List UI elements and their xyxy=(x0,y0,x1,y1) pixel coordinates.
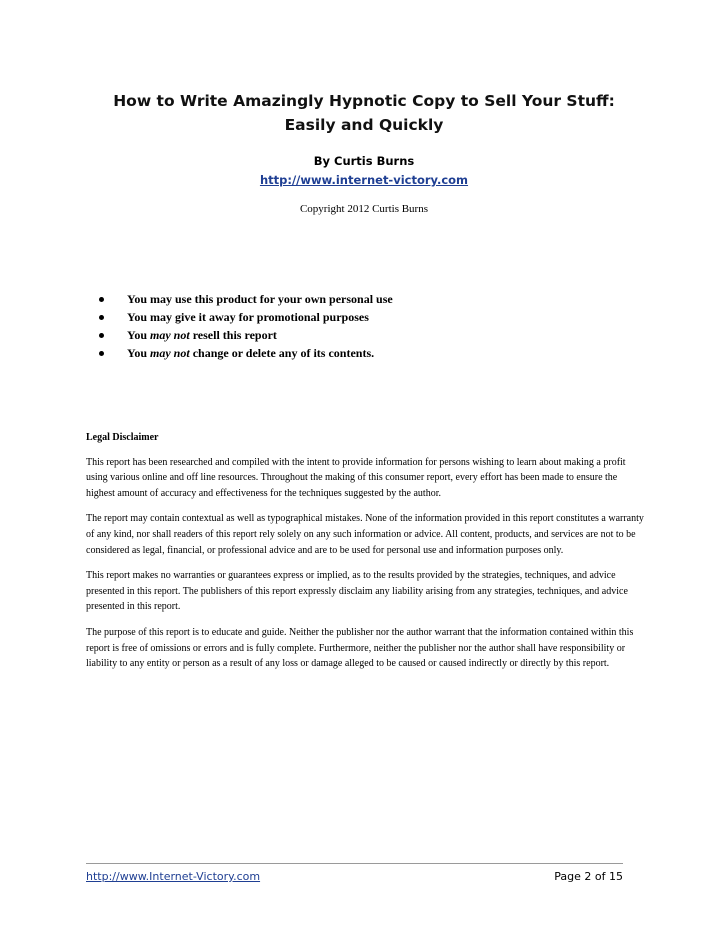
copyright-notice: Copyright 2012 Curtis Burns xyxy=(299,203,429,215)
bullet-icon xyxy=(99,315,104,320)
bullet-icon xyxy=(99,297,104,302)
byline xyxy=(80,152,648,190)
list-item: You may not change or delete any of its contents. xyxy=(99,344,393,362)
footer-link[interactable]: http://www.Internet-Victory.com xyxy=(86,870,261,883)
bullet-icon xyxy=(99,333,104,338)
page-number: Page 2 of 15 xyxy=(554,870,623,883)
usage-rules-list xyxy=(99,290,393,362)
disclaimer-paragraph: The purpose of this report is to educate and guide. Neither the publisher nor the author warrant that the information contained within this report is free of omissions or errors and is fully complete. Furthermore, neither the publisher nor the author shall have responsibility or liability to any entity or person as a result of any loss or damage alleged to be caused or caused indirectly or directly by this report. xyxy=(86,626,634,670)
legal-disclaimer xyxy=(86,430,646,682)
list-item: You may give it away for promotional purposes xyxy=(99,308,393,326)
disclaimer-paragraph: This report makes no warranties or guarantees express or implied, as to the results provided by the strategies, techniques, and advice presented in this report. The publishers of this report expressly disclaim any liability arising from any strategies, techniques, and advice presented in this report. xyxy=(86,570,628,613)
disclaimer-paragraph: The report may contain contextual as well as typographical mistakes. None of the information provided in this report constitutes a warranty of any kind, nor shall readers of this report rely solely on any such information or advice. All content, products, and services are not to be considered as legal, financial, or professional advice and are to be used for personal use and information purposes only. xyxy=(86,513,644,556)
title-line-2: Easily and Quickly xyxy=(284,116,444,134)
page-footer xyxy=(86,863,623,883)
bullet-icon xyxy=(99,351,104,356)
list-item: You may use this product for your own personal use xyxy=(99,290,393,308)
disclaimer-paragraph: This report has been researched and compiled with the intent to provide information for persons wishing to learn about making a profit using various online and off line resources. Throughout the making of this consumer report, every effort has been made to ensure the highest amount of accuracy and effectiveness for the techniques suggested by the author. xyxy=(86,456,626,499)
list-item: You may not resell this report xyxy=(99,326,393,344)
website-link[interactable]: http://www.internet-victory.com xyxy=(259,173,469,187)
title-line-1: How to Write Amazingly Hypnotic Copy to Sell Your Stuff: xyxy=(113,92,615,110)
author: By Curtis Burns xyxy=(313,154,415,168)
document-title xyxy=(80,89,648,137)
disclaimer-heading: Legal Disclaimer xyxy=(86,432,159,443)
